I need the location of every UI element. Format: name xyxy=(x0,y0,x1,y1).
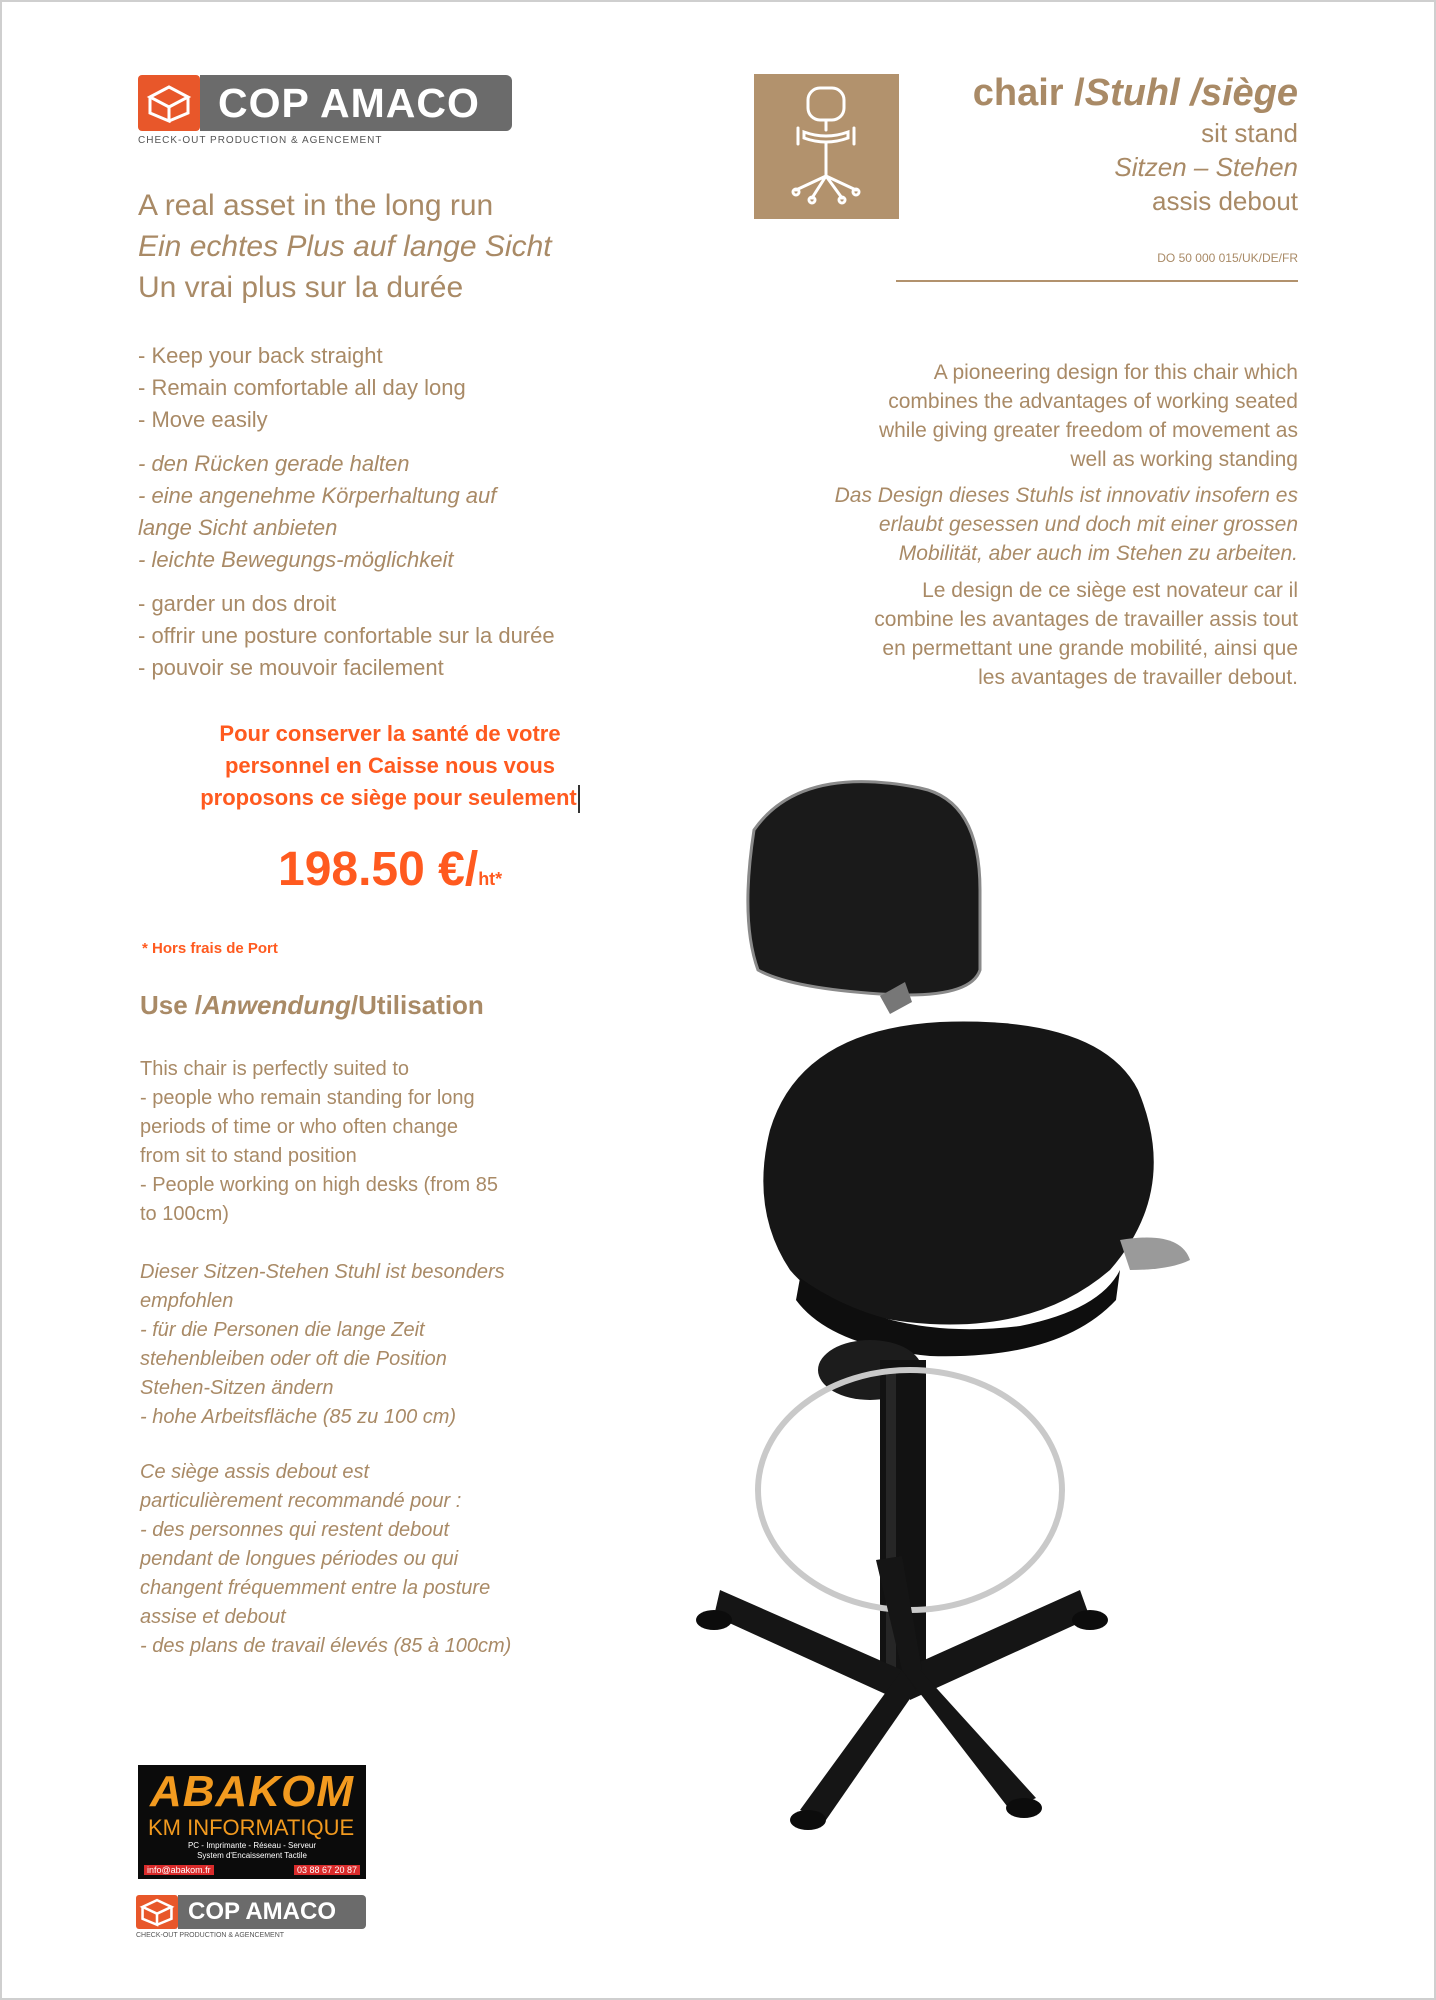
text-line: - des personnes qui restent debout xyxy=(140,1519,450,1541)
title-en: chair / xyxy=(972,72,1085,114)
text-line: - hohe Arbeitsfläche (85 zu 100 cm) xyxy=(140,1406,457,1428)
offer-line: proposons ce siège pour seulement xyxy=(200,785,577,810)
price-unit: ht* xyxy=(478,869,503,889)
subtitle-en: sit stand xyxy=(1201,118,1298,148)
benefits-de xyxy=(138,448,496,576)
use-heading-fr: /Utilisation xyxy=(350,990,484,1020)
use-de xyxy=(140,1258,610,1432)
text-line: Ce siège assis debout est xyxy=(140,1461,370,1483)
text-line: well as working standing xyxy=(1070,448,1298,471)
text-line: periods of time or who often change xyxy=(140,1116,458,1138)
text-line: - People working on high desks (from 85 xyxy=(140,1174,498,1196)
brand-tagline: CHECK-OUT PRODUCTION & AGENCEMENT xyxy=(138,135,383,146)
intro-de xyxy=(740,481,1298,568)
box-icon xyxy=(138,75,200,131)
list-item: - leichte Bewegungs-möglichkeit xyxy=(138,547,454,572)
abakom-sub: KM INFORMATIQUE xyxy=(148,1815,355,1840)
product-title xyxy=(880,70,1298,218)
list-item: - Keep your back straight xyxy=(138,343,383,368)
intro-en xyxy=(740,358,1298,474)
text-line: Mobilität, aber auch im Stehen zu arbeiten. xyxy=(898,542,1298,565)
brand-tagline-small: CHECK-OUT PRODUCTION & AGENCEMENT xyxy=(136,1932,285,1939)
text-line: stehenbleiben oder oft die Position xyxy=(140,1348,447,1370)
text-line: combines the advantages of working seated xyxy=(888,390,1298,413)
subtitle-fr: assis debout xyxy=(1152,186,1298,216)
doc-reference: DO 50 000 015/UK/DE/FR xyxy=(1157,251,1298,265)
abakom-logo xyxy=(138,1765,366,1879)
abakom-name: ABAKOM xyxy=(150,1767,354,1816)
offer-text xyxy=(160,718,620,814)
shipping-note: * Hors frais de Port xyxy=(142,940,278,957)
text-line: - people who remain standing for long xyxy=(140,1087,475,1109)
subtitle-de: Sitzen – Stehen xyxy=(1114,152,1298,182)
text-line: erlaubt gesessen und doch mit einer grossen xyxy=(878,513,1298,536)
use-heading-de: Anwendung xyxy=(202,990,351,1020)
brand-name-small: COP AMACO xyxy=(178,1895,366,1929)
abakom-phone: 03 88 67 20 87 xyxy=(294,1865,360,1875)
use-heading xyxy=(140,990,484,1021)
text-line: les avantages de travailler debout. xyxy=(978,666,1298,689)
brand-name: COP AMACO xyxy=(200,75,512,131)
list-item: lange Sicht anbieten xyxy=(138,515,338,540)
box-icon xyxy=(136,1895,178,1929)
text-line: - für die Personen die lange Zeit xyxy=(140,1319,425,1341)
headline xyxy=(138,185,552,308)
list-item: - offrir une posture confortable sur la durée xyxy=(138,623,555,648)
abakom-contact xyxy=(144,1865,360,1875)
chair-photo xyxy=(680,770,1220,1870)
text-line: A pioneering design for this chair which xyxy=(933,361,1298,384)
abakom-email: info@abakom.fr xyxy=(144,1865,214,1875)
text-line: particulièrement recommandé pour : xyxy=(140,1490,462,1512)
abakom-services xyxy=(144,1841,360,1861)
price xyxy=(278,840,502,909)
product-title-main xyxy=(880,70,1298,116)
text-line: This chair is perfectly suited to xyxy=(140,1058,409,1080)
text-line: empfohlen xyxy=(140,1290,234,1312)
text-line: assise et debout xyxy=(140,1606,286,1628)
text-line: changent fréquemment entre la posture xyxy=(140,1577,491,1599)
text-line: to 100cm) xyxy=(140,1203,229,1225)
chair-icon xyxy=(754,74,899,219)
text-line: Stehen-Sitzen ändern xyxy=(140,1377,334,1399)
list-item: - den Rücken gerade halten xyxy=(138,451,410,476)
text-line: Das Design dieses Stuhls ist innovativ insofern es xyxy=(834,484,1298,507)
list-item: - garder un dos droit xyxy=(138,591,337,616)
list-item: - eine angenehme Körperhaltung auf xyxy=(138,483,497,508)
text-line: combine les avantages de travailler assis tout xyxy=(874,608,1298,631)
text-line: from sit to stand position xyxy=(140,1145,357,1167)
benefits-fr xyxy=(138,588,555,684)
list-item: - Remain comfortable all day long xyxy=(138,375,466,400)
text-line: - des plans de travail élevés (85 à 100cm) xyxy=(140,1635,512,1657)
use-heading-en: Use / xyxy=(140,990,203,1020)
text-cursor xyxy=(578,785,580,813)
text-line: pendant de longues périodes ou qui xyxy=(140,1548,459,1570)
offer-line: Pour conserver la santé de votre xyxy=(219,721,561,746)
headline-de: Ein echtes Plus auf lange Sicht xyxy=(138,230,552,263)
offer-line: personnel en Caisse nous vous xyxy=(224,753,556,778)
services-line: PC - Imprimante - Réseau - Serveur xyxy=(187,1841,317,1850)
services-line: System d'Encaissement Tactile xyxy=(197,1851,307,1860)
price-value: 198.50 €/ xyxy=(278,843,479,896)
intro-fr xyxy=(740,576,1298,692)
cop-amaco-logo xyxy=(138,75,513,147)
cop-amaco-logo-small xyxy=(136,1895,366,1939)
divider xyxy=(896,280,1298,282)
text-line: en permettant une grande mobilité, ainsi que xyxy=(882,637,1298,660)
text-line: Dieser Sitzen-Stehen Stuhl ist besonders xyxy=(140,1261,505,1283)
list-item: - pouvoir se mouvoir facilement xyxy=(138,655,444,680)
use-fr xyxy=(140,1458,610,1661)
use-en xyxy=(140,1055,610,1229)
list-item: - Move easily xyxy=(138,407,268,432)
title-de: Stuhl /siège xyxy=(1084,72,1298,114)
benefits-en xyxy=(138,340,466,436)
text-line: while giving greater freedom of movement as xyxy=(878,419,1298,442)
headline-en: A real asset in the long run xyxy=(138,189,494,222)
text-line: Le design de ce siège est novateur car il xyxy=(922,579,1298,602)
headline-fr: Un vrai plus sur la durée xyxy=(138,271,464,304)
